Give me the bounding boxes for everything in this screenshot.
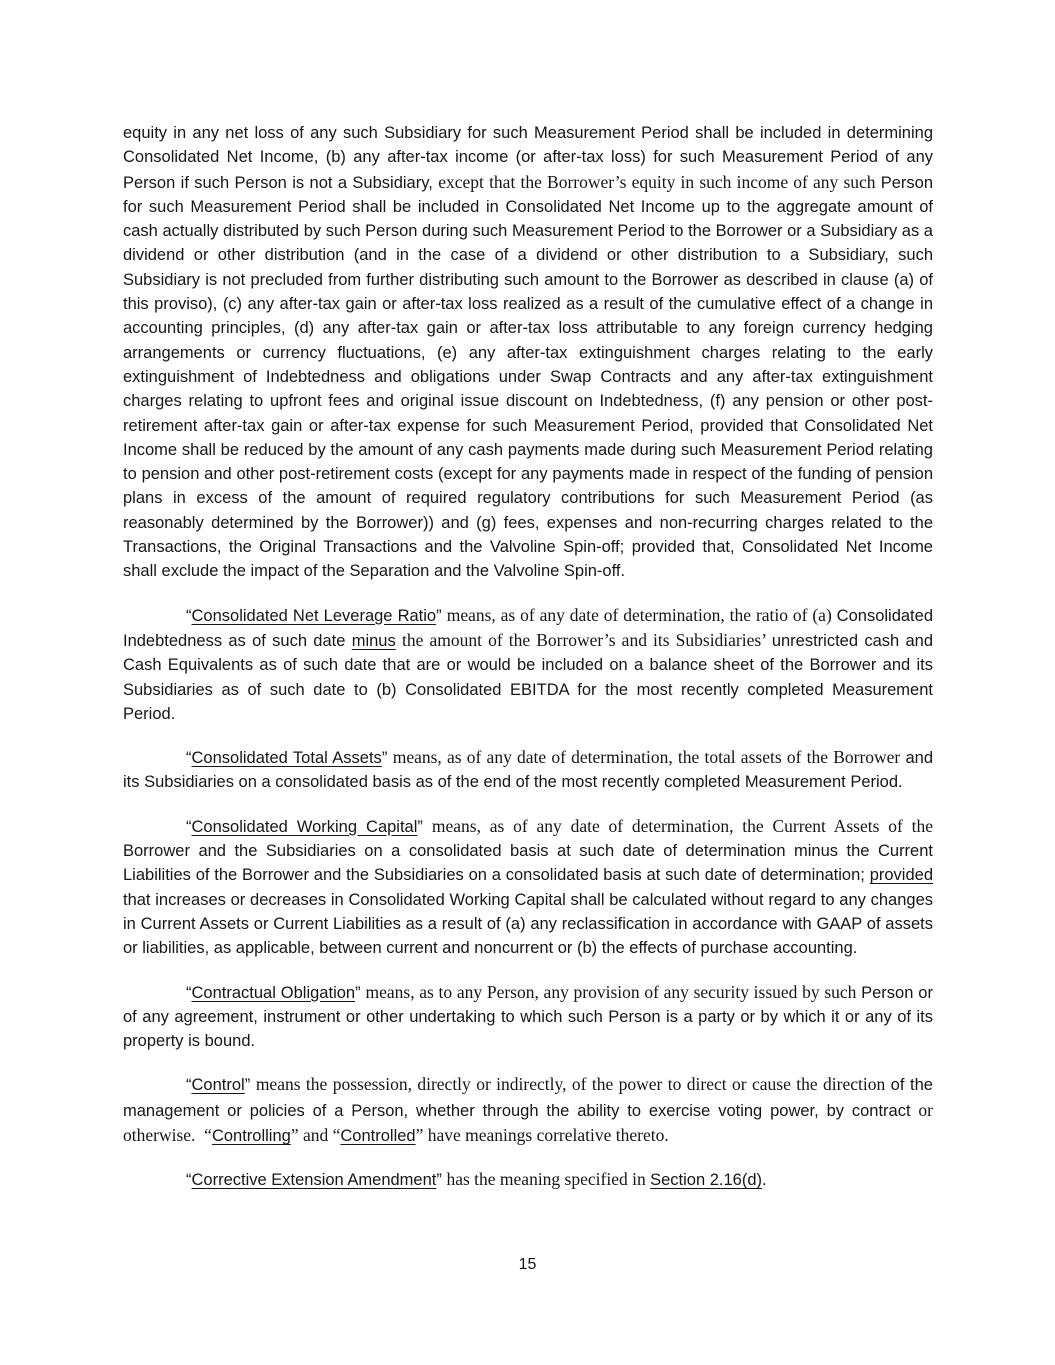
paragraph [123, 980, 933, 1054]
defined-term: Contractual Obligation [191, 983, 356, 1002]
paragraph [123, 603, 933, 726]
text-run: ” [244, 1076, 256, 1095]
text-run: “ [186, 817, 192, 836]
paragraph [123, 121, 933, 584]
text-run: ” [436, 1171, 447, 1190]
text-run: equity in any net loss of any such Subsidiary for such Measurement Period shall be included in determining Consolidated Net Income, (b) any after-tax income (or after-tax loss) for such Measurement Period of any Person if such Person is not a Subsidiary, [123, 124, 933, 192]
text-run: Borrower and the Subsidiaries on a consolidated basis at such date of determination minus the Current Liabilities of the Borrower and the Subsidiaries on a consolidated basis at such date of determination; [123, 842, 933, 885]
text-run: Person for such Measurement Period shall be included in Consolidated Net Income up to the aggregate amount of cash actually distributed by such Person during such Measurement Period to the Borrower or a Subsidiary as a dividend or other distribution (and in the case of a dividend or other distribution to a Subsidiary, such Subsidiary is not precluded from further distributing such amount to the Borrower as described in clause (a) of this proviso), (c) any after-tax gain or after-tax loss realized as a result of the cumulative effect of a change in accounting principles, (d) any after-tax gain or after-tax loss attributable to any foreign currency hedging arrangements or currency fluctuations, (e) any after-tax extinguishment charges relating to the early extinguishment of Indebtedness and obligations under Swap Contracts and any after-tax extinguishment charges relating to upfront fees and original issue discount on Indebtedness, (f) any pension or other post-retirement after-tax gain or after-tax expense for such Measurement Period, provided that Consolidated Net Income shall be reduced by the amount of any cash payments made during such Measurement Period relating to pension and other post-retirement costs (except for any payments made in respect of the funding of pension plans in excess of the amount of required regulatory contributions for such Measurement Period (as reasonably determined by the Borrower)) and (g) fees, expenses and non-recurring charges related to the Transactions, the Original Transactions and the Valvoline Spin-off; provided that, Consolidated Net Income shall exclude the impact of the Separation and the Valvoline Spin-off. [123, 173, 934, 581]
text-run: means, as of any date of determination, the ratio of (a) [446, 604, 837, 625]
text-run: “ [186, 1076, 192, 1095]
defined-term: provided [869, 866, 933, 885]
text-run: ” and “ [290, 1124, 341, 1145]
defined-term: Consolidated Total Assets [191, 749, 382, 768]
paragraph [123, 814, 933, 961]
defined-term: Controlling [211, 1126, 291, 1145]
text-run: except that the Borrower’s equity in such income of any such [438, 171, 881, 192]
defined-term: Consolidated Working Capital [191, 817, 418, 836]
document-body [123, 121, 933, 1212]
text-run: Consolidated Indebtedness as of such date [123, 606, 933, 650]
defined-term: Corrective Extension Amendment [191, 1171, 437, 1190]
defined-term: Controlled [340, 1126, 416, 1145]
defined-term: Section 2.16(d) [650, 1171, 762, 1190]
text-run: “ [186, 1171, 192, 1190]
text-run: means, as of any date of determination, the Current Assets of the [431, 815, 933, 836]
defined-term: Consolidated Net Leverage Ratio [191, 606, 437, 625]
text-run: unrestricted cash and Cash Equivalents as of such date that are or would be included on a balance sheet of the Borrower and its Subsidiaries as of such date to (b) Consolidated EBITDA for the most recently completed Measurement Period. [123, 631, 933, 723]
text-run: ” [355, 983, 366, 1002]
text-run: the amount of the Borrower’s and its Subsidiaries’ [402, 629, 772, 650]
text-run: ” have meanings correlative thereto. [415, 1124, 669, 1145]
text-run: “ [186, 749, 192, 768]
defined-term: minus [351, 631, 396, 650]
defined-term: Control [191, 1076, 245, 1095]
text-run: or otherwise. “ [123, 1099, 933, 1145]
paragraph [123, 1072, 933, 1148]
paragraph [123, 745, 933, 795]
text-run: “ [186, 983, 192, 1002]
page-number: 15 [518, 1256, 537, 1273]
text-run: Person or of any agreement, instrument or other undertaking to which such Person is a party or by which it or any of its property is bound. [123, 983, 933, 1051]
text-run: has the meaning specified in [446, 1169, 651, 1190]
text-run: means the possession, directly or indirectly, of the power to direct or cause the direction [255, 1074, 891, 1095]
text-run: ” [417, 817, 432, 836]
text-run: ” [381, 749, 393, 768]
text-run: . [762, 1171, 767, 1190]
text-run: that increases or decreases in Consolidated Working Capital shall be calculated without regard to any changes in Current Assets or Current Liabilities as a result of (a) any reclassification in accordance with GAAP of assets or liabilities, as applicable, between current and noncurrent or (b) the effects of purchase accounting. [123, 890, 933, 958]
text-run: “ [186, 606, 192, 625]
text-run: means, as of any date of determination, the total assets of the Borrower [392, 747, 906, 768]
text-run: means, as to any Person, any provision of any security issued by such [365, 981, 862, 1002]
text-run: ” [436, 606, 447, 625]
text-run: and its Subsidiaries on a consolidated basis as of the end of the most recently completed Measurement Period. [123, 749, 933, 792]
paragraph [123, 1167, 933, 1192]
text-run: of the management or policies of a Person, whether through the ability to exercise voting power, by contract [123, 1076, 933, 1120]
